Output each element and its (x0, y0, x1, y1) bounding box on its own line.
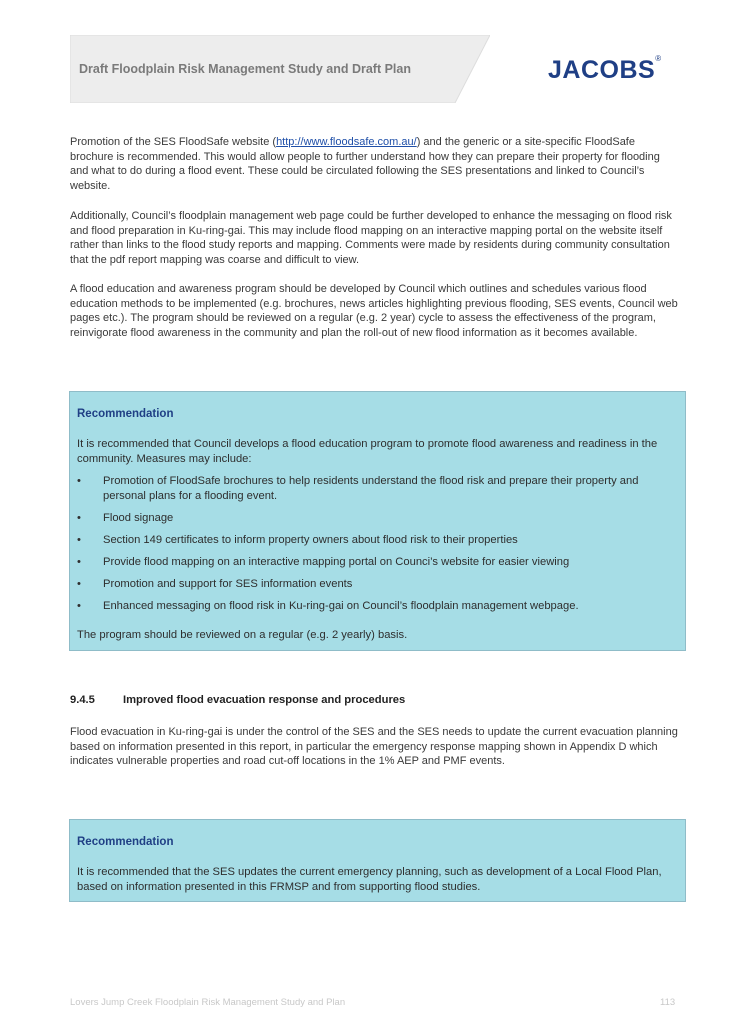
footer-page-number: 113 (660, 997, 676, 1008)
jacobs-logo (548, 56, 662, 85)
jacobs-logo-text: JACOBS (548, 56, 656, 84)
registered-mark: ® (655, 54, 662, 63)
recommendation-closing: The program should be reviewed on a regular (e.g. 2 yearly) basis. (77, 629, 408, 641)
bullet-icon: • (77, 475, 81, 487)
footer-document-title: Lovers Jump Creek Floodplain Risk Management Study and Plan (70, 997, 346, 1008)
recommendation-text: It is recommended that the SES updates the current emergency planning, such as development of a Local Flood Plan, based on information presented in this FRMSP and from supporting flood studies. (77, 866, 662, 893)
paragraph-web-page: Additionally, Council’s floodplain management web page could be further developed to enhance the messaging on flood risk and flood preparation in Ku-ring-gai. This may include flood mapping on an interactive mapping portal on the website itself rather than links to the flood study reports and mapping. Comments were made by residents during community consultation that the pdf report mapping was coarse and difficult to view. (70, 210, 672, 266)
paragraph-floodsafe (70, 135, 680, 193)
recommendation-title: Recommendation (77, 408, 174, 420)
bullet-icon: • (77, 578, 81, 590)
section-number: 9.4.5 (70, 694, 95, 706)
section-title: Improved flood evacuation response and procedures (123, 694, 406, 706)
list-item-text: Provide flood mapping on an interactive mapping portal on Counci’s website for easier viewing (103, 556, 570, 568)
document-header-title: Draft Floodplain Risk Management Study and Draft Plan (79, 62, 411, 76)
list-item-text: Enhanced messaging on flood risk in Ku-ring-gai on Council’s floodplain management webpage. (103, 600, 579, 612)
recommendation-intro: It is recommended that Council develops a flood education program to promote flood awareness and readiness in the community. Measures may include: (77, 438, 658, 465)
list-item-text: Section 149 certificates to inform property owners about flood risk to their properties (103, 534, 518, 546)
paragraph-education-program: A flood education and awareness program should be developed by Council which outlines and schedules various flood education methods to be implemented (e.g. brochures, news articles highlighting previous flooding, SES events, Council web pages etc.). The program should be reviewed on a regular (e.g. 2 year) cycle to assess the effectiveness of the program, reinvigorate flood awareness in the community and plan the roll-out of new flood information as it becomes available. (70, 283, 678, 339)
paragraph-floodsafe-start: Promotion of the SES FloodSafe website ( (70, 136, 277, 148)
recommendation-box-education (69, 391, 686, 651)
floodsafe-link[interactable]: http://www.floodsafe.com.au/ (276, 136, 417, 148)
bullet-icon: • (77, 600, 81, 612)
bullet-icon: • (77, 512, 81, 524)
list-item-text: Flood signage (103, 512, 174, 524)
paragraph-evacuation: Flood evacuation in Ku-ring-gai is under the control of the SES and the SES needs to update the current evacuation planning based on information presented in this report, in particular the emergency response mapping shown in Appendix D which indicates vulnerable properties and road cut-off locations in the 1% AEP and PMF events. (70, 726, 678, 768)
bullet-icon: • (77, 556, 81, 568)
recommendation-title: Recommendation (77, 836, 174, 848)
list-item-text: Promotion and support for SES information events (103, 578, 353, 590)
bullet-icon: • (77, 534, 81, 546)
recommendation-box-ses (69, 819, 686, 902)
list-item-text: Promotion of FloodSafe brochures to help residents understand the flood risk and prepare their property and personal plans for a flooding event. (103, 475, 639, 502)
paragraph-floodsafe-end: ) and the generic or a site-specific FloodSafe brochure is recommended. This would allow people to further understand how they can prepare their property for flooding and what to do during a flood event. These could be circulated following the SES presentations and linked to Council’s website. (70, 136, 660, 192)
